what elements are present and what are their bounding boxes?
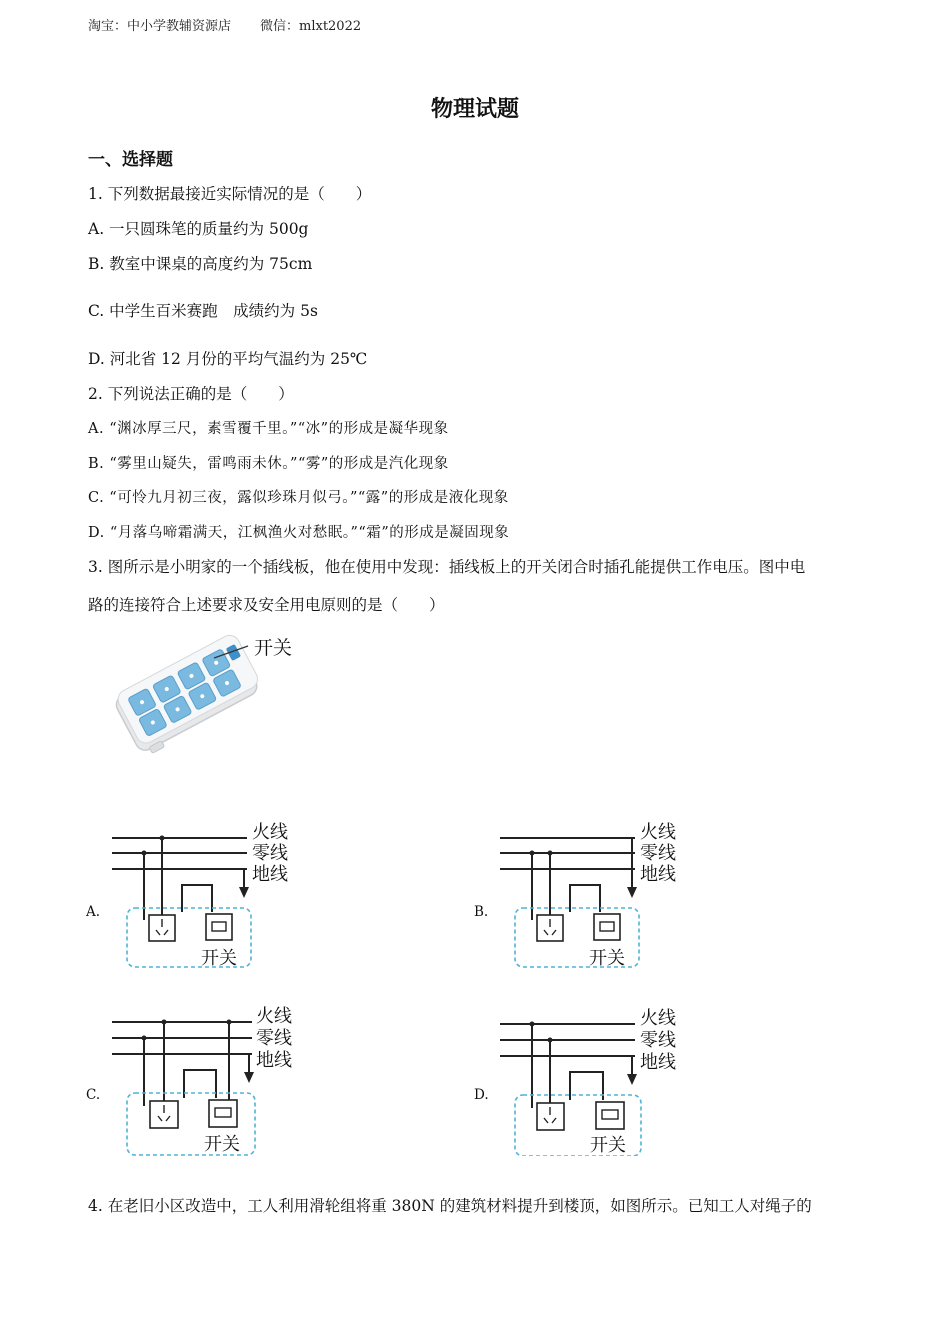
header-shop: 淘宝：中小学教辅资源店 bbox=[88, 19, 232, 34]
q1-option-d: D. 河北省 12 月份的平均气温约为 25℃ bbox=[88, 350, 368, 368]
q2-option-b: B. “雾里山疑失，雷鸣雨未休。”“雾”的形成是汽化现象 bbox=[88, 456, 449, 472]
circuit-d-neutral: 零线 bbox=[640, 1030, 676, 1051]
q1-stem: 1. 下列数据最接近实际情况的是（ ） bbox=[88, 185, 372, 203]
circuit-b-switch-label: 开关 bbox=[589, 948, 625, 969]
circuit-b-live: 火线 bbox=[640, 822, 676, 843]
circuit-a-ground: 地线 bbox=[252, 864, 288, 885]
q2-option-d: D. “月落乌啼霜满天，江枫渔火对愁眠。”“霜”的形成是凝固现象 bbox=[88, 525, 510, 541]
q4-stem-line1: 4. 在老旧小区改造中，工人利用滑轮组将重 380N 的建筑材料提升到楼顶，如图所示。已知工人对绳子的 bbox=[88, 1197, 812, 1215]
circuit-d-ground: 地线 bbox=[640, 1052, 676, 1073]
circuit-a-live: 火线 bbox=[252, 822, 288, 843]
circuit-b-neutral: 零线 bbox=[640, 843, 676, 864]
circuit-a-switch-label: 开关 bbox=[201, 948, 237, 969]
header-wechat: 微信：mlxt2022 bbox=[260, 19, 362, 34]
circuit-d-live: 火线 bbox=[640, 1008, 676, 1029]
q3-option-d-label: D. bbox=[474, 1087, 489, 1103]
circuit-b-ground: 地线 bbox=[640, 864, 676, 885]
switch-callout-label: 开关 bbox=[254, 637, 293, 659]
circuit-c-neutral: 零线 bbox=[256, 1028, 292, 1049]
circuit-b-wire-labels bbox=[640, 822, 676, 885]
circuit-d-switch-label: 开关 bbox=[590, 1135, 626, 1156]
page-title: 物理试题 bbox=[430, 96, 519, 122]
circuit-a-wire-labels bbox=[252, 822, 288, 885]
section-heading: 一、选择题 bbox=[88, 150, 173, 170]
q3-option-b-label: B. bbox=[474, 904, 489, 920]
circuit-c-wire-labels bbox=[256, 1006, 292, 1072]
q2-option-a: A. “渊冰厚三尺，素雪覆千里。”“冰”的形成是凝华现象 bbox=[88, 421, 449, 437]
circuit-a-neutral: 零线 bbox=[252, 843, 288, 864]
circuit-d-wire-labels bbox=[640, 1008, 676, 1074]
q1-option-b: B. 教室中课桌的高度约为 75cm bbox=[88, 255, 313, 273]
q2-stem: 2. 下列说法正确的是（ ） bbox=[88, 385, 294, 403]
circuit-c-live: 火线 bbox=[256, 1006, 292, 1027]
q2-option-c: C. “可怜九月初三夜，露似珍珠月似弓。”“露”的形成是液化现象 bbox=[88, 490, 509, 506]
circuit-c-switch-label: 开关 bbox=[204, 1134, 240, 1155]
q1-option-a: A. 一只圆珠笔的质量约为 500g bbox=[88, 220, 309, 238]
q3-stem-line2: 路的连接符合上述要求及安全用电原则的是（ ） bbox=[88, 596, 445, 614]
circuit-c-ground: 地线 bbox=[256, 1050, 292, 1071]
q3-option-c-label: C. bbox=[86, 1087, 101, 1103]
q3-stem-line1: 3. 图所示是小明家的一个插线板，他在使用中发现：插线板上的开关闭合时插孔能提供工作电压。图中电 bbox=[88, 558, 806, 576]
q3-option-a-label: A. bbox=[86, 904, 101, 920]
q1-option-c: C. 中学生百米赛跑 成绩约为 5s bbox=[88, 302, 318, 320]
